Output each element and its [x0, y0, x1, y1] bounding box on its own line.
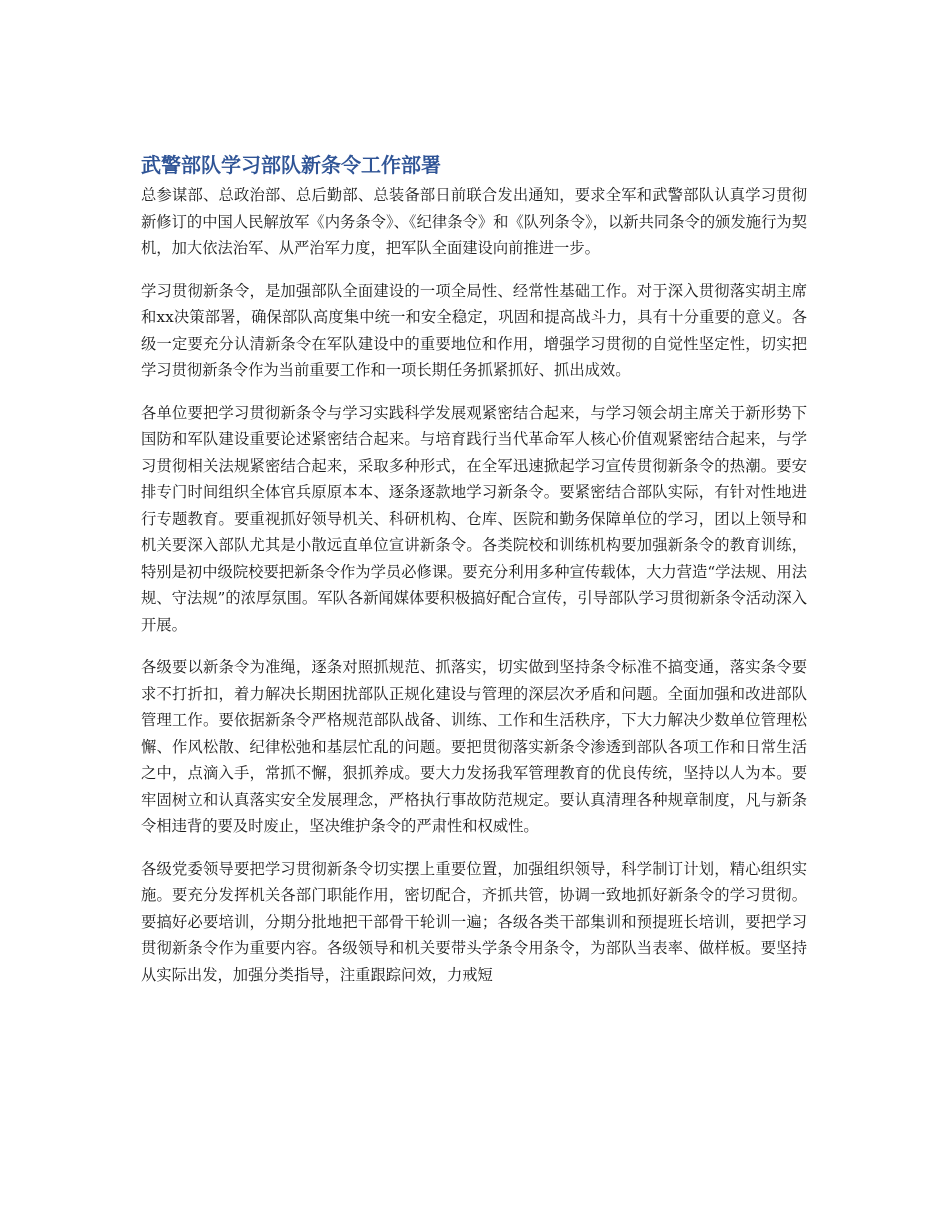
- paragraph-3: 各单位要把学习贯彻新条令与学习实践科学发展观紧密结合起来，与学习领会胡主席关于新形势下国防和军队建设重要论述紧密结合起来。与培育践行当代革命军人核心价值观紧密结合起来，与学习贯彻相关法规紧密结合起来，采取多种形式，在全军迅速掀起学习宣传贯彻新条令的热潮。要安排专门时间组织全体官兵原原本本、逐条逐款地学习新条令。要紧密结合部队实际，有针对性地进行专题教育。要重视抓好领导机关、科研机构、仓库、医院和勤务保障单位的学习，团以上领导和机关要深入部队尤其是小散远直单位宣讲新条令。各类院校和训练机构要加强新条令的教育训练，特别是初中级院校要把新条令作为学员必修课。要充分利用多种宣传载体，大力营造“学法规、用法规、守法规”的浓厚氛围。军队各新闻媒体要积极搞好配合宣传，引导部队学习贯彻新条令活动深入开展。: [141, 403, 807, 634]
- paragraph-1: 总参谋部、总政治部、总后勤部、总装备部日前联合发出通知，要求全军和武警部队认真学习贯彻新修订的中国人民解放军《内务条令》、《纪律条令》和《队列条令》，以新共同条令的颁发施行为契机，加大依法治军、从严治军力度，把军队全面建设向前推进一步。: [141, 186, 807, 257]
- document-body: [141, 182, 807, 1004]
- document-title: 武警部队学习部队新条令工作部署: [141, 153, 441, 177]
- paragraph-5: 各级党委领导要把学习贯彻新条令切实摆上重要位置，加强组织领导，科学制订计划，精心组织实施。要充分发挥机关各部门职能作用，密切配合，齐抓共管，协调一致地抓好新条令的学习贯彻。要搞好必要培训，分期分批地把干部骨干轮训一遍；各级各类干部集训和预提班长培训，要把学习贯彻新条令作为重要内容。各级领导和机关要带头学条令用条令，为部队当表率、做样板。要坚持从实际出发，加强分类指导，注重跟踪问效，力戒短: [141, 859, 807, 984]
- paragraph-2: 学习贯彻新条令，是加强部队全面建设的一项全局性、经常性基础工作。对于深入贯彻落实胡主席和xx决策部署，确保部队高度集中统一和安全稳定，巩固和提高战斗力，具有十分重要的意义。各级一定要充分认清新条令在军队建设中的重要地位和作用，增强学习贯彻的自觉性坚定性，切实把学习贯彻新条令作为当前重要工作和一项长期任务抓紧抓好、抓出成效。: [141, 281, 807, 379]
- paragraph-4: 各级要以新条令为准绳，逐条对照抓规范、抓落实，切实做到坚持条令标准不搞变通，落实条令要求不打折扣，着力解决长期困扰部队正规化建设与管理的深层次矛盾和问题。全面加强和改进部队管理工作。要依据新条令严格规范部队战备、训练、工作和生活秩序，下大力解决少数单位管理松懈、作风松散、纪律松弛和基层忙乱的问题。要把贯彻落实新条令渗透到部队各项工作和日常生活之中，点滴入手，常抓不懈，狠抓养成。要大力发扬我军管理教育的优良传统，坚持以人为本。要牢固树立和认真落实安全发展理念，严格执行事故防范规定。要认真清理各种规章制度，凡与新条令相违背的要及时废止，坚决维护条令的严肃性和权威性。: [141, 658, 807, 835]
